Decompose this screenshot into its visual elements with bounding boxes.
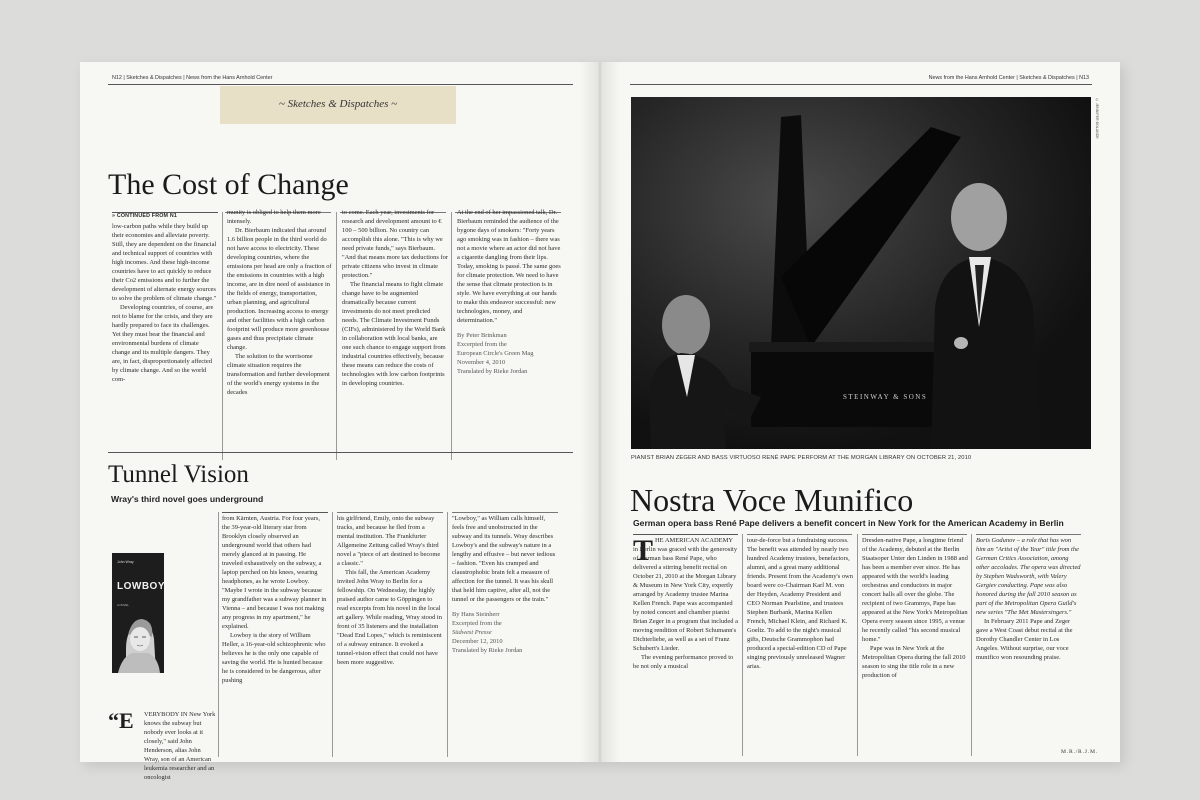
article2-column-2 — [222, 514, 328, 759]
article3-column-2 — [747, 536, 853, 760]
right-running-head: News from the Hans Arnhold Center | Sketches & Dispatches | N13 — [928, 75, 1089, 81]
column-top-rule — [976, 534, 1081, 535]
left-page — [80, 62, 600, 781]
article1-column-3 — [342, 208, 448, 466]
right-page — [600, 62, 1120, 762]
byline-translator: Translated by Rieke Jordan — [457, 368, 528, 375]
column-top-rule — [337, 512, 443, 513]
paragraph: Dresden-native Pape, a longtime friend of the Academy, debuted at the Berlin Staatsoper Unter den Linden in 1988 and has been a member ever since. He has appeared with the world's leading orchestras and conductors in major concert halls all over the globe. The recipient of two Grammys, Pape has appeared at the New York's Metropolitan Opera every season since 1995, a venue he recently called "his second musical home." — [862, 537, 968, 643]
photo-credit: © JENNIFER BOLANDE — [1095, 98, 1099, 139]
article2-column-4 — [452, 514, 558, 759]
byline: By Hans Steinherr — [452, 611, 500, 618]
paragraph: Dr. Bierbaum indicated that around 1.6 billion people in the third world do not have access to electricity. These developing countries, where the emissions per head are only a fraction of the emissions in countries with a high income, are in dire need of assistance in the fields of energy, transportation, urban planning, and agricultural production. Increasing access to energy and other facilities with a high carbon footprint will produce more greenhouse gases and thus precipitate climate change. — [227, 227, 332, 351]
paragraph: low-carbon paths while they build up their economies and alleviate poverty. Still, they are dependent on the financial and technical support of countries with high incomes. And these high-income countries have to act quickly to reduce their Co2 emissions and to further the development of alternate energy sources to solve the problem of climate change." — [112, 223, 217, 302]
paragraph: VERYBODY IN New York knows the subway but nobody ever looks at it closely," said John Henderson, alias John Wray, son of an American leukemia researcher and an oncologist — [144, 711, 216, 781]
paragraph: Lowboy is the story of William Heller, a 16-year-old schizophrenic who believes he is the only one capable of saving the world. He is hunted because he is considered to be dangerous, after pushing — [222, 632, 326, 684]
column-divider — [447, 512, 448, 757]
column-top-rule — [452, 512, 558, 513]
paragraph: The evening performance proved to be not only a musical — [633, 654, 734, 670]
article2-column-3 — [337, 514, 443, 759]
column-divider — [742, 534, 743, 756]
column-top-rule — [747, 534, 852, 535]
column-top-rule — [222, 512, 328, 513]
byline-publication: Südwest Presse — [452, 629, 492, 636]
byline-source: Excerpted from the — [452, 620, 502, 627]
drop-cap: T — [633, 534, 654, 567]
book-author: John Wray — [117, 560, 134, 564]
paragraph: Boris Godunov – a role that has won him an "Artist of the Year" title from the German Critics Association, among other accolades. The opera was directed by Stephen Wadsworth, with Valery Gergiev conducting. Pape was also honored during the fall 2010 season as part of the Metropolitan Opera Guild's new series "The Met Mastersingers." — [976, 537, 1081, 616]
magazine-spread — [80, 62, 1120, 781]
column-divider — [451, 212, 452, 460]
paragraph: tour-de-force but a fundraising success. The benefit was attended by nearly two hundred Academy trustees, benefactors, alumni, and a great many additional friends. Present from the Academy's own board were co-Chairman Karl M. von der Heyden, Academy President and CEO Norman Pearlstine, and trustees Stephen Burbank, Marina Kellen French, Michael Klein, and Richard K. Goeltz. To add to the night's musical gifts, Deutsche Grammophon had produced a special-edition CD of Pape singing previously unreleased Wagner arias. — [747, 537, 853, 670]
paragraph: HE AMERICAN ACADEMY in Berlin was graced with the generosity of German bass René Pape, who delivered a stirring benefit recital on October 21, 2010 at the Morgan Library & Museum in New York City, expertly arranged by Academy trustee Marina Kellen French. Pape was accompanied by noted concert and chamber pianist Brian Zeger in a program that included a moving rendition of Robert Schumann's Dichterliebe, as well as a set of Franz Schubert's Lieder. — [633, 537, 738, 652]
article-title-cost-of-change: The Cost of Change — [108, 168, 349, 201]
photo-illustration — [631, 97, 1091, 449]
header-rule — [630, 84, 1092, 85]
paragraph: from Kärnten, Austria. For four years, the 39-year-old literary star from Brooklyn closely observed an underground world that others had merely glanced at in passing. He traveled exhaustively on the subway, a laptop perched on his knees, wearing headphones, as he wrote Lowboy. "Maybe I wrote in the subway because my grandfather was a subway planner in Vienna – and because I was not making any progress in my apartment," he explained. — [222, 515, 327, 630]
byline-publication: European Circle's Green Mag — [457, 350, 534, 357]
column-top-rule — [862, 534, 967, 535]
column-divider — [971, 534, 972, 756]
concert-photo — [631, 97, 1091, 449]
author-initials: M.R./R.J.M. — [1061, 749, 1098, 755]
book-title: LOWBOY — [117, 581, 165, 592]
column-divider — [218, 512, 219, 757]
article-deck: German opera bass René Pape delivers a benefit concert in New York for the American Academy in Berlin — [633, 518, 1064, 528]
article-title-nostra-voce: Nostra Voce Munifico — [630, 482, 914, 518]
article3-column-1 — [633, 536, 738, 760]
section-banner-label: ~ Sketches & Dispatches ~ — [278, 98, 398, 110]
photo-caption: PIANIST BRIAN ZEGER AND BASS VIRTUOSO RENÉ PAPE PERFORM AT THE MORGAN LIBRARY ON OCTOBER 21, 2010 — [631, 455, 972, 461]
article3-column-3 — [862, 536, 968, 760]
article-deck: Wray's third novel goes underground — [111, 494, 264, 504]
book-illustration — [112, 553, 164, 673]
paragraph: In February 2011 Pape and Zeger gave a West Coast debut recital at the Dorothy Chandler Center in Los Angeles. Without surprise, our voce munifico won resounding praise. — [976, 618, 1073, 661]
article-title-tunnel-vision: Tunnel Vision — [108, 461, 249, 488]
paragraph: munity is obliged to help them more intensely. — [227, 209, 321, 225]
article-separator-rule — [108, 452, 573, 453]
article2-column-1 — [144, 710, 216, 781]
continued-label[interactable]: » CONTINUED FROM N1 — [112, 213, 178, 219]
byline-source: Excerpted from the — [457, 341, 507, 348]
byline-translator: Translated by Rieke Jordan — [452, 647, 523, 654]
article1-column-1 — [112, 212, 218, 467]
paragraph: "Lowboy," as William calls himself, feels free and unobstructed in the subway and its tunnels. Wray describes Lowboy's and the subway's nature in a lengthy and effusive – but never tedious – fashion. "Even his cramped and claustrophobic brain felt a measure of affection for the tunnel. It was his skull that held him captive, after all, not the tunnel or the passengers or the train." — [452, 515, 556, 603]
article1-column-4 — [457, 208, 563, 466]
column-divider — [336, 212, 337, 460]
paragraph: This fall, the American Academy invited John Wray to Berlin for a fellowship. On Wednesday, the highly praised author came to Göppingen to read excerpts from his novel in the local art gallery. While reading, Wray stood in front of 35 listeners and the installation "Dead End Lopes," which is reminiscent of a subway entrance. It evoked a tunnel-vision effect that could not have been more suggestive. — [337, 569, 442, 666]
column-divider — [857, 534, 858, 756]
article3-column-4 — [976, 536, 1082, 746]
lowboy-book-cover — [112, 553, 164, 673]
byline-date: December 12, 2010 — [452, 638, 503, 645]
book-subtitle: A NOVEL — [117, 603, 129, 607]
section-banner — [220, 86, 456, 124]
byline: By Peter Brinkman — [457, 332, 507, 339]
paragraph: to come. Each year, investments for research and development amount to € 100 – 500 billion. No country can accomplish this alone. "This is why we need private funds," says Bierbaum. "And that means more tax deductions for private citizens who invest in climate protection." — [342, 209, 448, 279]
paragraph: At the end of her impassioned talk, Dr. Bierbaum reminded the audience of the bygone days of smokers: "Forty years ago smoking was in fashion – there was not a movie where an actor did not have a cigarette dangling from their lips. Today, smoking is passé. The same goes for climate protection. We need to have the sense that climate protection is in style. We have everything at our hands to make this endeavor successful: new technologies, money, and determination." — [457, 209, 561, 324]
article1-column-2 — [227, 208, 333, 466]
byline-date: November 4, 2010 — [457, 359, 506, 366]
drop-quote: “E — [108, 708, 134, 733]
paragraph: The financial means to fight climate change have to be augmented dramatically because current investments do not meet predicted needs. The Climate Investment Funds (CIFs), administered by the World Bank in collaboration with local banks, are one such chance to engage support from industrial countries effectively, because these means can reduce the costs of technologies with low carbon footprints in developing countries. — [342, 281, 446, 387]
header-rule — [108, 84, 573, 85]
paragraph: Pape was in New York at the Metropolitan Opera during the fall 2010 season to sing the title role in a new production of — [862, 645, 966, 679]
column-divider — [222, 212, 223, 460]
column-divider — [332, 512, 333, 757]
piano-brand-label: STEINWAY & SONS — [843, 393, 928, 401]
paragraph: his girlfriend, Emily, onto the subway tracks, and because he fled from a mental institution. The Frankfurter Allgemeine Zeitung called Wray's third novel a "piece of art destined to become a classic." — [337, 515, 441, 567]
left-running-head: N12 | Sketches & Dispatches | News from the Hans Arnhold Center — [112, 75, 273, 81]
paragraph: The solution to the worrisome climate situation requires the transformation and further development of the world's energy systems in the decades — [227, 353, 330, 396]
paragraph: Developing countries, of course, are not to blame for the crisis, and they are hardly prepared to face its challenges. Yet they must bear the financial and environmental burdens of climate change and its multiple dangers. They are, in fact, disproportionately affected by climate change. And so the world com- — [112, 304, 214, 383]
